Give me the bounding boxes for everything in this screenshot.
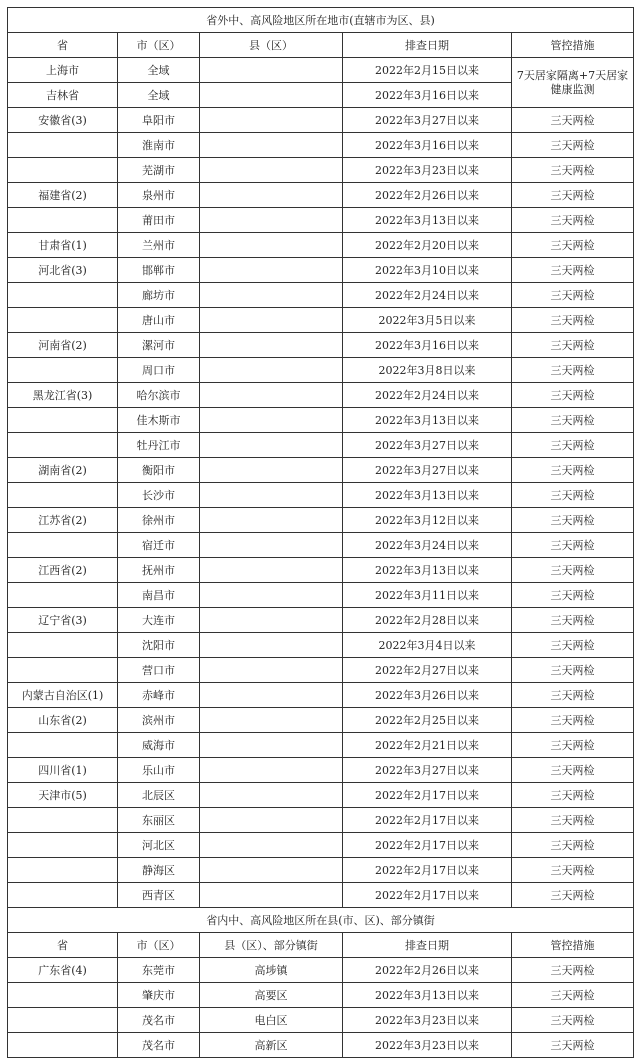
date-cell: 2022年3月8日以来: [343, 358, 512, 383]
county-cell: [200, 433, 343, 458]
city-cell: 南昌市: [118, 583, 200, 608]
province-cell: [8, 358, 118, 383]
date-cell: 2022年2月24日以来: [343, 283, 512, 308]
date-cell: 2022年2月28日以来: [343, 608, 512, 633]
date-cell: 2022年3月23日以来: [343, 1008, 512, 1033]
measure-cell: 三天两检: [512, 483, 634, 508]
county-cell: [200, 708, 343, 733]
table-row: [8, 983, 634, 1008]
measure-cell: 三天两检: [512, 608, 634, 633]
date-cell: 2022年3月5日以来: [343, 308, 512, 333]
date-cell: 2022年3月27日以来: [343, 758, 512, 783]
city-cell: 阜阳市: [118, 108, 200, 133]
city-cell: 芜湖市: [118, 158, 200, 183]
province-cell: 福建省(2): [8, 183, 118, 208]
county-cell: [200, 558, 343, 583]
measure-cell: 三天两检: [512, 683, 634, 708]
date-cell: 2022年3月23日以来: [343, 1033, 512, 1058]
table-row: [8, 658, 634, 683]
table-row: [8, 608, 634, 633]
measure-cell: 三天两检: [512, 108, 634, 133]
table-row: [8, 708, 634, 733]
city-cell: 河北区: [118, 833, 200, 858]
city-cell: 长沙市: [118, 483, 200, 508]
province-cell: [8, 208, 118, 233]
city-cell: 西青区: [118, 883, 200, 908]
city-cell: 衡阳市: [118, 458, 200, 483]
table-row: [8, 808, 634, 833]
measure-cell: 三天两检: [512, 358, 634, 383]
date-cell: 2022年3月26日以来: [343, 683, 512, 708]
county-cell: [200, 858, 343, 883]
table-row: [8, 683, 634, 708]
county-cell: [200, 533, 343, 558]
county-cell: [200, 308, 343, 333]
measure-cell: 三天两检: [512, 433, 634, 458]
table-row: [8, 133, 634, 158]
date-cell: 2022年2月25日以来: [343, 708, 512, 733]
county-cell: [200, 783, 343, 808]
date-cell: 2022年2月15日以来: [343, 58, 512, 83]
measure-cell: 三天两检: [512, 208, 634, 233]
date-cell: 2022年3月13日以来: [343, 483, 512, 508]
table-row: [8, 633, 634, 658]
county-cell: [200, 408, 343, 433]
date-cell: 2022年3月23日以来: [343, 158, 512, 183]
province-cell: [8, 658, 118, 683]
province-cell: [8, 433, 118, 458]
province-cell: [8, 133, 118, 158]
county-cell: 高新区: [200, 1033, 343, 1058]
city-cell: 乐山市: [118, 758, 200, 783]
county-cell: [200, 458, 343, 483]
column-header: 市（区）: [118, 33, 200, 58]
county-cell: [200, 158, 343, 183]
province-cell: 吉林省: [8, 83, 118, 108]
province-cell: [8, 883, 118, 908]
measure-cell: 三天两检: [512, 658, 634, 683]
date-cell: 2022年3月13日以来: [343, 408, 512, 433]
table-row: [8, 783, 634, 808]
city-cell: 滨州市: [118, 708, 200, 733]
measure-cell: 三天两检: [512, 308, 634, 333]
table-row: [8, 458, 634, 483]
measure-cell: 三天两检: [512, 983, 634, 1008]
province-cell: [8, 808, 118, 833]
date-cell: 2022年3月24日以来: [343, 533, 512, 558]
measure-cell: 三天两检: [512, 958, 634, 983]
measure-cell: 三天两检: [512, 508, 634, 533]
measure-cell: 三天两检: [512, 158, 634, 183]
county-cell: [200, 583, 343, 608]
date-cell: 2022年3月11日以来: [343, 583, 512, 608]
date-cell: 2022年3月10日以来: [343, 258, 512, 283]
province-cell: 江西省(2): [8, 558, 118, 583]
measure-cell: 三天两检: [512, 458, 634, 483]
table-row: [8, 533, 634, 558]
column-header: 市（区）: [118, 933, 200, 958]
province-cell: 内蒙古自治区(1): [8, 683, 118, 708]
date-cell: 2022年3月16日以来: [343, 133, 512, 158]
table-row: [8, 558, 634, 583]
county-cell: [200, 383, 343, 408]
column-header: 省: [8, 33, 118, 58]
table-row: [8, 883, 634, 908]
date-cell: 2022年2月21日以来: [343, 733, 512, 758]
province-cell: 湖南省(2): [8, 458, 118, 483]
column-header: 管控措施: [512, 33, 634, 58]
county-cell: [200, 208, 343, 233]
table-row: [8, 258, 634, 283]
city-cell: 茂名市: [118, 1008, 200, 1033]
city-cell: 东莞市: [118, 958, 200, 983]
province-cell: 广东省(4): [8, 958, 118, 983]
county-cell: [200, 133, 343, 158]
province-cell: [8, 158, 118, 183]
table-row: [8, 483, 634, 508]
city-cell: 东丽区: [118, 808, 200, 833]
city-cell: 全域: [118, 83, 200, 108]
measure-cell: 三天两检: [512, 1033, 634, 1058]
province-cell: 山东省(2): [8, 708, 118, 733]
measure-cell: 三天两检: [512, 583, 634, 608]
measure-cell: 三天两检: [512, 258, 634, 283]
section-title-row: [8, 908, 634, 933]
county-cell: [200, 808, 343, 833]
measure-cell: 三天两检: [512, 758, 634, 783]
table-row: [8, 833, 634, 858]
city-cell: 赤峰市: [118, 683, 200, 708]
province-cell: [8, 633, 118, 658]
table-row: [8, 508, 634, 533]
province-cell: [8, 983, 118, 1008]
city-cell: 大连市: [118, 608, 200, 633]
province-cell: [8, 1033, 118, 1058]
date-cell: 2022年2月26日以来: [343, 958, 512, 983]
province-cell: [8, 483, 118, 508]
county-cell: [200, 758, 343, 783]
county-cell: [200, 508, 343, 533]
province-cell: [8, 733, 118, 758]
measure-cell: 三天两检: [512, 633, 634, 658]
city-cell: 静海区: [118, 858, 200, 883]
measure-cell: 三天两检: [512, 808, 634, 833]
province-cell: [8, 283, 118, 308]
province-cell: [8, 533, 118, 558]
measure-cell: 三天两检: [512, 833, 634, 858]
date-cell: 2022年2月17日以来: [343, 783, 512, 808]
date-cell: 2022年3月13日以来: [343, 983, 512, 1008]
date-cell: 2022年3月27日以来: [343, 433, 512, 458]
city-cell: 茂名市: [118, 1033, 200, 1058]
table-row: [8, 283, 634, 308]
county-cell: 高埗镇: [200, 958, 343, 983]
county-cell: [200, 58, 343, 83]
city-cell: 佳木斯市: [118, 408, 200, 433]
city-cell: 漯河市: [118, 333, 200, 358]
city-cell: 莆田市: [118, 208, 200, 233]
date-cell: 2022年3月16日以来: [343, 333, 512, 358]
column-header: 省: [8, 933, 118, 958]
measure-cell: 7天居家隔离+7天居家健康监测: [512, 58, 634, 108]
city-cell: 全域: [118, 58, 200, 83]
measure-cell: 三天两检: [512, 133, 634, 158]
date-cell: 2022年2月27日以来: [343, 658, 512, 683]
county-cell: 电白区: [200, 1008, 343, 1033]
measure-cell: 三天两检: [512, 858, 634, 883]
table-row: [8, 233, 634, 258]
column-header: 排查日期: [343, 33, 512, 58]
measure-cell: 三天两检: [512, 558, 634, 583]
date-cell: 2022年3月27日以来: [343, 458, 512, 483]
column-header: 县（区）、部分镇街: [200, 933, 343, 958]
province-cell: 黑龙江省(3): [8, 383, 118, 408]
measure-cell: 三天两检: [512, 183, 634, 208]
province-cell: 上海市: [8, 58, 118, 83]
county-cell: [200, 83, 343, 108]
county-cell: [200, 658, 343, 683]
date-cell: 2022年2月17日以来: [343, 858, 512, 883]
measure-cell: 三天两检: [512, 883, 634, 908]
table-row: [8, 208, 634, 233]
date-cell: 2022年3月12日以来: [343, 508, 512, 533]
measure-cell: 三天两检: [512, 283, 634, 308]
city-cell: 宿迁市: [118, 533, 200, 558]
city-cell: 肇庆市: [118, 983, 200, 1008]
city-cell: 威海市: [118, 733, 200, 758]
measure-cell: 三天两检: [512, 783, 634, 808]
province-cell: 河南省(2): [8, 333, 118, 358]
measure-cell: 三天两检: [512, 733, 634, 758]
city-cell: 北辰区: [118, 783, 200, 808]
date-cell: 2022年2月17日以来: [343, 833, 512, 858]
province-cell: [8, 1008, 118, 1033]
date-cell: 2022年2月17日以来: [343, 808, 512, 833]
table-header-row: [8, 33, 634, 58]
county-cell: [200, 333, 343, 358]
city-cell: 淮南市: [118, 133, 200, 158]
section-title-row: [8, 8, 634, 33]
date-cell: 2022年3月13日以来: [343, 208, 512, 233]
county-cell: [200, 183, 343, 208]
province-cell: 安徽省(3): [8, 108, 118, 133]
table-row: [8, 758, 634, 783]
table-row: [8, 858, 634, 883]
table-row: [8, 433, 634, 458]
table-row: [8, 183, 634, 208]
county-cell: [200, 233, 343, 258]
county-cell: [200, 883, 343, 908]
province-cell: 四川省(1): [8, 758, 118, 783]
province-cell: 江苏省(2): [8, 508, 118, 533]
county-cell: [200, 633, 343, 658]
county-cell: [200, 483, 343, 508]
city-cell: 泉州市: [118, 183, 200, 208]
table-row: [8, 358, 634, 383]
table-row: [8, 1008, 634, 1033]
column-header: 排查日期: [343, 933, 512, 958]
county-cell: [200, 833, 343, 858]
date-cell: 2022年2月17日以来: [343, 883, 512, 908]
county-cell: [200, 683, 343, 708]
measure-cell: 三天两检: [512, 408, 634, 433]
city-cell: 徐州市: [118, 508, 200, 533]
province-cell: [8, 408, 118, 433]
city-cell: 抚州市: [118, 558, 200, 583]
measure-cell: 三天两检: [512, 1008, 634, 1033]
risk-area-table: [7, 7, 634, 1058]
date-cell: 2022年2月20日以来: [343, 233, 512, 258]
section-title: 省内中、高风险地区所在县(市、区)、部分镇街: [8, 908, 634, 933]
measure-cell: 三天两检: [512, 383, 634, 408]
section-title: 省外中、高风险地区所在地市(直辖市为区、县): [8, 8, 634, 33]
table-header-row: [8, 933, 634, 958]
table-row: [8, 308, 634, 333]
province-cell: [8, 583, 118, 608]
county-cell: [200, 258, 343, 283]
measure-cell: 三天两检: [512, 233, 634, 258]
province-cell: 河北省(3): [8, 258, 118, 283]
date-cell: 2022年2月26日以来: [343, 183, 512, 208]
table-row: [8, 58, 634, 83]
county-cell: [200, 108, 343, 133]
table-row: [8, 733, 634, 758]
county-cell: [200, 283, 343, 308]
city-cell: 周口市: [118, 358, 200, 383]
city-cell: 沈阳市: [118, 633, 200, 658]
table-row: [8, 1033, 634, 1058]
date-cell: 2022年2月24日以来: [343, 383, 512, 408]
column-header: 管控措施: [512, 933, 634, 958]
column-header: 县（区）: [200, 33, 343, 58]
city-cell: 牡丹江市: [118, 433, 200, 458]
table-row: [8, 408, 634, 433]
province-cell: [8, 858, 118, 883]
province-cell: 甘肃省(1): [8, 233, 118, 258]
city-cell: 哈尔滨市: [118, 383, 200, 408]
city-cell: 兰州市: [118, 233, 200, 258]
table-row: [8, 158, 634, 183]
province-cell: [8, 308, 118, 333]
province-cell: 辽宁省(3): [8, 608, 118, 633]
date-cell: 2022年3月27日以来: [343, 108, 512, 133]
county-cell: 高要区: [200, 983, 343, 1008]
table-row: [8, 583, 634, 608]
table-row: [8, 333, 634, 358]
table-row: [8, 383, 634, 408]
table-row: [8, 108, 634, 133]
county-cell: [200, 358, 343, 383]
measure-cell: 三天两检: [512, 533, 634, 558]
table-row: [8, 958, 634, 983]
measure-cell: 三天两检: [512, 333, 634, 358]
city-cell: 邯郸市: [118, 258, 200, 283]
city-cell: 廊坊市: [118, 283, 200, 308]
city-cell: 唐山市: [118, 308, 200, 333]
city-cell: 营口市: [118, 658, 200, 683]
measure-cell: 三天两检: [512, 708, 634, 733]
date-cell: 2022年3月16日以来: [343, 83, 512, 108]
date-cell: 2022年3月13日以来: [343, 558, 512, 583]
province-cell: 天津市(5): [8, 783, 118, 808]
county-cell: [200, 608, 343, 633]
province-cell: [8, 833, 118, 858]
county-cell: [200, 733, 343, 758]
date-cell: 2022年3月4日以来: [343, 633, 512, 658]
